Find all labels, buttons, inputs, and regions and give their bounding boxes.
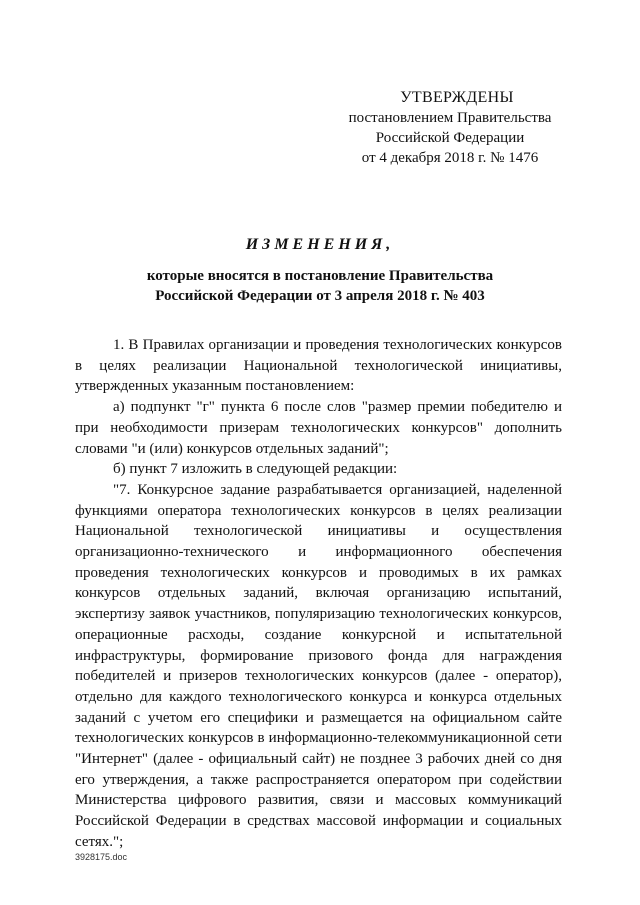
document-subtitle-line-2: Российской Федерации от 3 апреля 2018 г. № 403 (155, 288, 485, 304)
approval-stamp (330, 88, 570, 168)
document-body (75, 335, 562, 853)
document-title-block (60, 236, 580, 306)
approval-line-2: Российской Федерации (375, 130, 525, 146)
approval-line-3: от 4 декабря 2018 г. № 1476 (361, 150, 539, 166)
paragraph-3: б) пункт 7 изложить в следующей редакции: (113, 461, 398, 478)
document-title: ИЗМЕНЕНИЯ, (245, 236, 395, 253)
paragraph-2: а) подпункт "г" пункта 6 после слов "размер премии победителю и при необходимости призерам технологических конкурсов" дополнить словами "и (или) конкурсов отдельных заданий"; (75, 399, 562, 457)
approval-line-1: постановлением Правительства (348, 110, 552, 126)
document-subtitle-line-1: которые вносятся в постановление Правительства (146, 268, 494, 284)
paragraph-1: 1. В Правилах организации и проведения технологических конкурсов в целях реализации Национальной технологической инициативы, утвержденных указанным постановлением: (75, 337, 562, 395)
paragraph-4: "7. Конкурсное задание разрабатывается организацией, наделенной функциями оператора технологических конкурсов в целях реализации Национальной технологической инициативы и осуществления организационно-технического и информационного обеспечения проведения технологических конкурсов и проводимых в их рамках конкурсов отдельных заданий, включая организацию испытаний, экспертизу заявок участников, популяризацию технологических конкурсов, операционные расходы, создание конкурсной и испытательной инфраструктуры, формирование призового фонда для награждения победителей и призеров технологических конкурсов (далее - оператор), отдельно для каждого технологического конкурса и конкурса отдельных заданий с учетом его специфики и размещается на официальном сайте технологических конкурсов в информационно-телекоммуникационной сети "Интернет" (далее - официальный сайт) не позднее 3 рабочих дней со дня его утверждения, а также распространяется оператором при содействии Министерства цифрового развития, связи и массовых коммуникаций Российской Федерации в средствах массовой информации и социальных сетях."; (75, 481, 562, 850)
approval-heading: УТВЕРЖДЕНЫ (400, 89, 514, 106)
file-reference: 3928175.doc (75, 852, 128, 862)
